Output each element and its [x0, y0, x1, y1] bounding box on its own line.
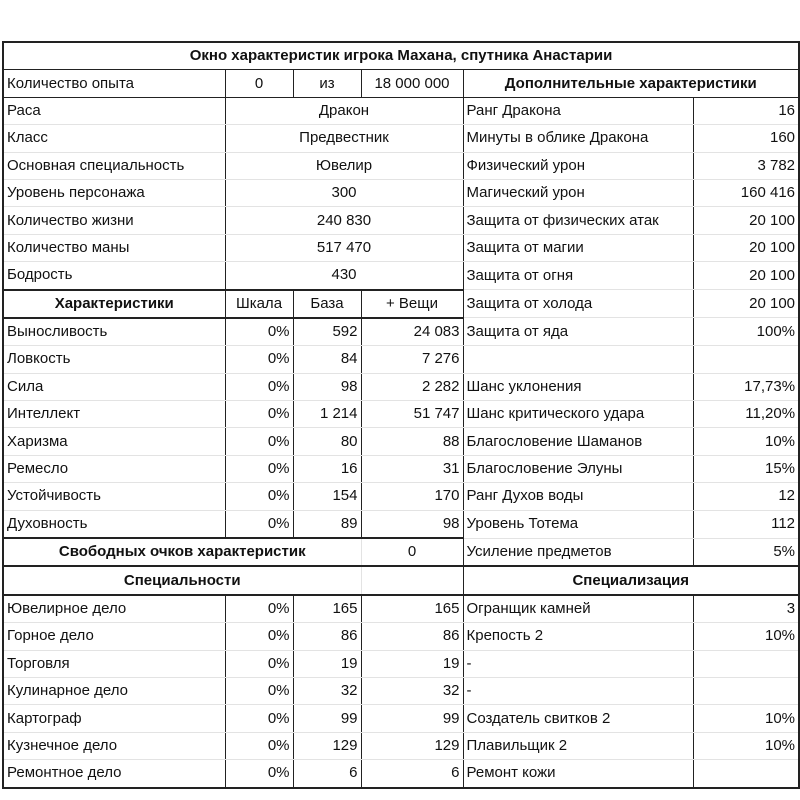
stat-scale: 0%: [225, 483, 293, 510]
stat-row: [3, 428, 799, 455]
specialty-name: Ремонтное дело: [3, 760, 225, 788]
stat-scale: 0%: [225, 318, 293, 346]
specialization-label: Крепость 2: [463, 623, 693, 650]
additional-label: Магический урон: [463, 179, 693, 206]
stat-name: Ремесло: [3, 455, 225, 482]
stat-scale: 0%: [225, 428, 293, 455]
specialty-row: [3, 705, 799, 732]
stats-header-row: [3, 290, 799, 318]
specialty-base: 32: [293, 677, 361, 704]
specialty-row: [3, 677, 799, 704]
basic-row: [3, 179, 799, 206]
specialty-base: 99: [293, 705, 361, 732]
specialty-scale: 0%: [225, 650, 293, 677]
stat-items: 88: [361, 428, 463, 455]
additional-value: 112: [693, 510, 799, 538]
stat-base: 84: [293, 346, 361, 373]
additional-label: Защита от холода: [463, 290, 693, 318]
specialization-label: -: [463, 677, 693, 704]
basic-row: [3, 207, 799, 234]
basic-row: [3, 262, 799, 290]
stat-items: 7 276: [361, 346, 463, 373]
basic-value: Дракон: [225, 97, 463, 124]
free-points-label: Свободных очков характеристик: [3, 538, 361, 566]
specialization-label: Ремонт кожи: [463, 760, 693, 788]
experience-max: 18 000 000: [361, 70, 463, 97]
stat-items: 98: [361, 510, 463, 538]
experience-current: 0: [225, 70, 293, 97]
additional-label: Благословение Элуны: [463, 455, 693, 482]
additional-value: 10%: [693, 428, 799, 455]
additional-label: Усиление предметов: [463, 538, 693, 566]
specialization-label: Плавильщик 2: [463, 732, 693, 759]
specialty-items: 32: [361, 677, 463, 704]
additional-label: Благословение Шаманов: [463, 428, 693, 455]
additional-header: Дополнительные характеристики: [463, 70, 799, 97]
specialization-value: [693, 760, 799, 788]
basic-value: Ювелир: [225, 152, 463, 179]
stats-header-scale: Шкала: [225, 290, 293, 318]
stat-base: 89: [293, 510, 361, 538]
stat-scale: 0%: [225, 346, 293, 373]
stat-name: Устойчивость: [3, 483, 225, 510]
basic-label: Бодрость: [3, 262, 225, 290]
basic-row: [3, 125, 799, 152]
specialty-scale: 0%: [225, 705, 293, 732]
additional-value: 3 782: [693, 152, 799, 179]
basic-value: 300: [225, 179, 463, 206]
specialization-label: -: [463, 650, 693, 677]
specialty-items: 99: [361, 705, 463, 732]
specialization-value: [693, 677, 799, 704]
stat-row: [3, 483, 799, 510]
stats-header-base: База: [293, 290, 361, 318]
specialty-name: Торговля: [3, 650, 225, 677]
sheet-title: Окно характеристик игрока Махана, спутника Анастарии: [3, 42, 799, 70]
stat-items: 24 083: [361, 318, 463, 346]
specialty-base: 129: [293, 732, 361, 759]
stat-scale: 0%: [225, 401, 293, 428]
additional-label: Минуты в облике Дракона: [463, 125, 693, 152]
stat-base: 1 214: [293, 401, 361, 428]
specialties-header: Специальности: [3, 566, 361, 594]
stat-row: [3, 318, 799, 346]
specialty-base: 165: [293, 595, 361, 623]
specialization-label: Огранщик камней: [463, 595, 693, 623]
stat-items: 170: [361, 483, 463, 510]
stat-row: [3, 510, 799, 538]
additional-label: Защита от физических атак: [463, 207, 693, 234]
specialty-items: 19: [361, 650, 463, 677]
stat-scale: 0%: [225, 455, 293, 482]
specialty-scale: 0%: [225, 760, 293, 788]
basic-label: Класс: [3, 125, 225, 152]
basic-value: 430: [225, 262, 463, 290]
additional-label: Ранг Дракона: [463, 97, 693, 124]
specialty-base: 19: [293, 650, 361, 677]
stat-items: 2 282: [361, 373, 463, 400]
specialty-name: Горное дело: [3, 623, 225, 650]
specialty-name: Ювелирное дело: [3, 595, 225, 623]
specialty-scale: 0%: [225, 677, 293, 704]
stat-scale: 0%: [225, 373, 293, 400]
specialty-base: 6: [293, 760, 361, 788]
additional-value: [693, 346, 799, 373]
stat-name: Харизма: [3, 428, 225, 455]
experience-label: Количество опыта: [3, 70, 225, 97]
specialty-scale: 0%: [225, 623, 293, 650]
stat-base: 154: [293, 483, 361, 510]
specialty-row: [3, 732, 799, 759]
specialization-value: [693, 650, 799, 677]
additional-value: 16: [693, 97, 799, 124]
basic-value: Предвестник: [225, 125, 463, 152]
specialization-value: 10%: [693, 732, 799, 759]
experience-of: из: [293, 70, 361, 97]
basic-row: [3, 97, 799, 124]
basic-label: Основная специальность: [3, 152, 225, 179]
title-row: [3, 42, 799, 70]
basic-label: Уровень персонажа: [3, 179, 225, 206]
specialty-items: 86: [361, 623, 463, 650]
stat-items: 31: [361, 455, 463, 482]
specialty-name: Кулинарное дело: [3, 677, 225, 704]
additional-value: 160: [693, 125, 799, 152]
basic-label: Количество жизни: [3, 207, 225, 234]
additional-label: Защита от магии: [463, 234, 693, 261]
specialty-name: Картограф: [3, 705, 225, 732]
experience-row: [3, 70, 799, 97]
specialty-name: Кузнечное дело: [3, 732, 225, 759]
stat-base: 16: [293, 455, 361, 482]
additional-value: 20 100: [693, 290, 799, 318]
additional-value: 17,73%: [693, 373, 799, 400]
additional-value: 11,20%: [693, 401, 799, 428]
specialty-row: [3, 650, 799, 677]
stat-row: [3, 455, 799, 482]
stat-name: Духовность: [3, 510, 225, 538]
specialty-scale: 0%: [225, 732, 293, 759]
stat-scale: 0%: [225, 510, 293, 538]
stat-name: Ловкость: [3, 346, 225, 373]
stat-name: Выносливость: [3, 318, 225, 346]
stat-row: [3, 346, 799, 373]
stats-header-items: + Вещи: [361, 290, 463, 318]
specialty-base: 86: [293, 623, 361, 650]
basic-label: Количество маны: [3, 234, 225, 261]
specialty-items: 129: [361, 732, 463, 759]
additional-value: 5%: [693, 538, 799, 566]
specialization-value: 10%: [693, 705, 799, 732]
additional-label: Защита от яда: [463, 318, 693, 346]
stat-row: [3, 373, 799, 400]
additional-value: 100%: [693, 318, 799, 346]
stat-base: 80: [293, 428, 361, 455]
additional-value: 20 100: [693, 234, 799, 261]
additional-value: 20 100: [693, 262, 799, 290]
stat-base: 98: [293, 373, 361, 400]
additional-value: 15%: [693, 455, 799, 482]
additional-label: Физический урон: [463, 152, 693, 179]
additional-label: Шанс уклонения: [463, 373, 693, 400]
basic-row: [3, 152, 799, 179]
stats-header-name: Характеристики: [3, 290, 225, 318]
character-stats-table: [2, 41, 800, 789]
free-points-value: 0: [361, 538, 463, 566]
additional-label: Уровень Тотема: [463, 510, 693, 538]
stat-name: Интеллект: [3, 401, 225, 428]
basic-value: 517 470: [225, 234, 463, 261]
specialization-header: Специализация: [463, 566, 799, 594]
basic-value: 240 830: [225, 207, 463, 234]
specialty-scale: 0%: [225, 595, 293, 623]
basic-row: [3, 234, 799, 261]
stat-base: 592: [293, 318, 361, 346]
specialization-value: 10%: [693, 623, 799, 650]
additional-label: Защита от огня: [463, 262, 693, 290]
specialty-row: [3, 595, 799, 623]
stat-row: [3, 401, 799, 428]
additional-label: Шанс критического удара: [463, 401, 693, 428]
specialty-row: [3, 760, 799, 788]
specialty-items: 6: [361, 760, 463, 788]
specialty-row: [3, 623, 799, 650]
stat-items: 51 747: [361, 401, 463, 428]
section-header-row: [3, 566, 799, 594]
free-points-row: [3, 538, 799, 566]
additional-value: 160 416: [693, 179, 799, 206]
basic-label: Раса: [3, 97, 225, 124]
stat-name: Сила: [3, 373, 225, 400]
additional-label: [463, 346, 693, 373]
additional-value: 20 100: [693, 207, 799, 234]
specialization-value: 3: [693, 595, 799, 623]
specialty-items: 165: [361, 595, 463, 623]
additional-value: 12: [693, 483, 799, 510]
additional-label: Ранг Духов воды: [463, 483, 693, 510]
specialization-label: Создатель свитков 2: [463, 705, 693, 732]
